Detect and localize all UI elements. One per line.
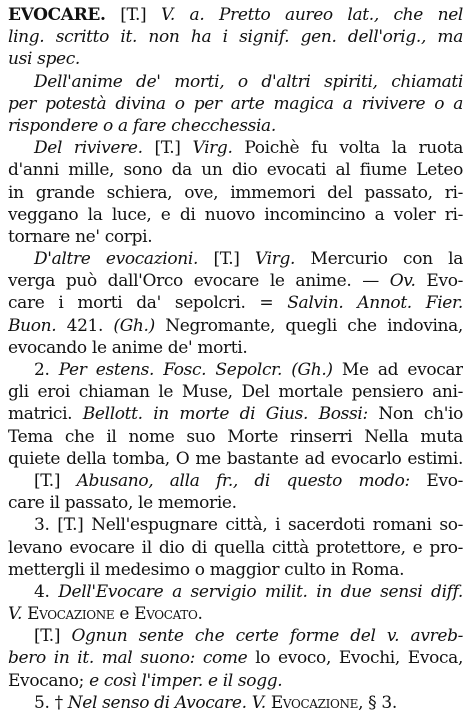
text-run: Evo- bbox=[409, 470, 463, 491]
text-run: gli eroi chiaman le Muse, Del mortale pensiero ani- bbox=[8, 382, 463, 403]
italic-run: rispondere o a fare checchessia. bbox=[8, 115, 276, 136]
text-run: levano evocare il dio di quella città protettore, e pro- bbox=[8, 537, 463, 558]
italic-run: e così l'imper. e il sogg. bbox=[89, 670, 283, 691]
italic-run: D'altre evocazioni. bbox=[34, 249, 199, 270]
sense-anime-line-2 bbox=[8, 93, 463, 115]
text-run: d'anni mille, sono da un dio evocati al fiume Leteo bbox=[8, 160, 463, 181]
sense-rivivere-line-3 bbox=[8, 182, 463, 204]
text-run: care i morti da' sepolcri. = bbox=[8, 293, 288, 314]
small-caps-run: Evocazione bbox=[270, 692, 359, 713]
bold-run: EVOCARE. bbox=[8, 5, 106, 25]
italic-run: Nel senso di Avocare. V. bbox=[67, 692, 266, 713]
text-run: Me ad evocar bbox=[332, 360, 463, 380]
text-run: Poichè fu volta la ruota bbox=[232, 138, 463, 159]
text-run: Evocano; bbox=[8, 670, 90, 691]
text-run: 4. bbox=[34, 581, 59, 602]
text-run bbox=[195, 648, 203, 668]
small-caps-run: Evocazione bbox=[27, 604, 115, 625]
text-run: Mercurio con la bbox=[295, 249, 463, 270]
sense-evocazioni-line-4 bbox=[8, 315, 463, 337]
italic-run: Salvin. Annot. Fier. bbox=[287, 293, 463, 314]
italic-run: (Gh.) bbox=[113, 315, 155, 336]
italic-run: bero in it. mal suono: bbox=[8, 648, 195, 669]
text-run: matrici. bbox=[8, 404, 83, 425]
italic-run: Dell'Evocare a servigio milit. in due sensi diff. bbox=[58, 581, 463, 602]
italic-run: V. a. Pretto aureo lat., che nel bbox=[160, 5, 463, 25]
text-run: mettergli il medesimo o maggior culto in Roma. bbox=[8, 559, 405, 580]
sense-2-line-4 bbox=[8, 426, 463, 448]
sense-abuso-line-1 bbox=[8, 470, 463, 492]
italic-run: per potestà divina o per arte magica a rivivere o a bbox=[8, 93, 463, 114]
sense-3-line-3 bbox=[8, 559, 463, 581]
sense-2-line-2 bbox=[8, 381, 463, 403]
italic-run: V. bbox=[8, 604, 23, 625]
sense-2-line-3 bbox=[8, 403, 463, 425]
text-run: [T.] bbox=[142, 138, 193, 159]
sense-rivivere-line-2 bbox=[8, 159, 463, 181]
sense-4-line-1 bbox=[8, 581, 463, 603]
text-run: Tema che il nome suo Morte rinserri Nella muta bbox=[8, 426, 463, 447]
sense-anime-line-3 bbox=[8, 115, 463, 137]
sense-rivivere-line-5 bbox=[8, 226, 463, 248]
sense-3-line-1 bbox=[8, 514, 463, 536]
text-run: Evo- bbox=[415, 271, 463, 292]
text-run: in grande schiera, ove, immemori del passato, ri- bbox=[8, 182, 463, 203]
sense-abuso-line-2 bbox=[8, 492, 463, 514]
text-run: [T.] bbox=[34, 626, 72, 647]
text-run: evocando le anime de' morti. bbox=[8, 337, 248, 358]
sense-forme-line-1 bbox=[8, 625, 463, 647]
text-run: 421. bbox=[56, 315, 114, 336]
sense-evocazioni-line-5 bbox=[8, 337, 463, 359]
entry-line-1 bbox=[8, 4, 463, 26]
italic-run: Del rivivere. bbox=[34, 138, 143, 159]
sense-2-line-5 bbox=[8, 448, 463, 470]
sense-2-line-1 bbox=[8, 359, 463, 381]
sense-evocazioni-line-1 bbox=[8, 248, 463, 270]
sense-evocazioni-line-2 bbox=[8, 270, 463, 292]
text-run: [T.] bbox=[34, 470, 77, 491]
text-run: Negromante, quegli che indovina, bbox=[154, 315, 463, 336]
sense-rivivere-line-4 bbox=[8, 204, 463, 226]
italic-run: Ov. bbox=[389, 271, 416, 292]
text-run: care il passato, le memorie. bbox=[8, 493, 237, 514]
italic-run: Ognun sente che certe forme del v. avreb- bbox=[71, 626, 463, 647]
sense-rivivere-line-1 bbox=[8, 137, 463, 159]
text-run: , § 3. bbox=[358, 692, 397, 713]
italic-run: Per estens. Fosc. Sepolcr. (Gh.) bbox=[58, 360, 333, 380]
sense-4-line-2 bbox=[8, 603, 463, 625]
italic-run: Virg. bbox=[192, 138, 233, 159]
text-run: quiete della tomba, O me bastante ad evocarlo estimi. bbox=[8, 448, 463, 469]
sense-forme-line-2 bbox=[8, 647, 463, 669]
text-run: e bbox=[114, 604, 135, 625]
text-run: lo evoco, Evochi, Evoca, bbox=[247, 648, 463, 669]
italic-run: come bbox=[202, 648, 248, 669]
text-run: [T.] bbox=[105, 5, 161, 25]
italic-run: Virg. bbox=[255, 249, 296, 270]
text-run: 5. † bbox=[34, 692, 68, 713]
sense-anime-line-1 bbox=[8, 71, 463, 93]
text-run: [T.] bbox=[198, 249, 256, 270]
text-run: veggano la luce, e di nuovo incomincino a voler ri- bbox=[8, 204, 463, 225]
text-run: tornare ne' corpi. bbox=[8, 226, 153, 247]
small-caps-run: Evocato bbox=[134, 604, 198, 625]
entry-line-3 bbox=[8, 48, 463, 70]
entry-line-2 bbox=[8, 26, 463, 48]
text-run: verga può dall'Orco evocare le anime. — bbox=[8, 271, 390, 292]
sense-3-line-2 bbox=[8, 537, 463, 559]
italic-run: Bellott. in morte di Gius. Bossi: bbox=[82, 404, 368, 425]
italic-run: Dell'anime de' morti, o d'altri spiriti, chiamati bbox=[34, 71, 463, 92]
sense-evocazioni-line-3 bbox=[8, 292, 463, 314]
text-run: . bbox=[197, 604, 203, 625]
text-run: Non ch'io bbox=[367, 404, 463, 425]
italic-run: ling. scritto it. non ha i signif. gen. dell'orig., ma bbox=[8, 27, 463, 48]
text-run: 2. bbox=[34, 360, 59, 380]
text-run: 3. [T.] Nell'espugnare città, i sacerdoti romani so- bbox=[34, 515, 463, 536]
italic-run: Abusano, alla fr., di questo modo: bbox=[76, 470, 410, 491]
italic-run: Buon. bbox=[8, 315, 57, 336]
italic-run: usi spec. bbox=[8, 49, 80, 70]
sense-5-line-1 bbox=[8, 692, 463, 714]
